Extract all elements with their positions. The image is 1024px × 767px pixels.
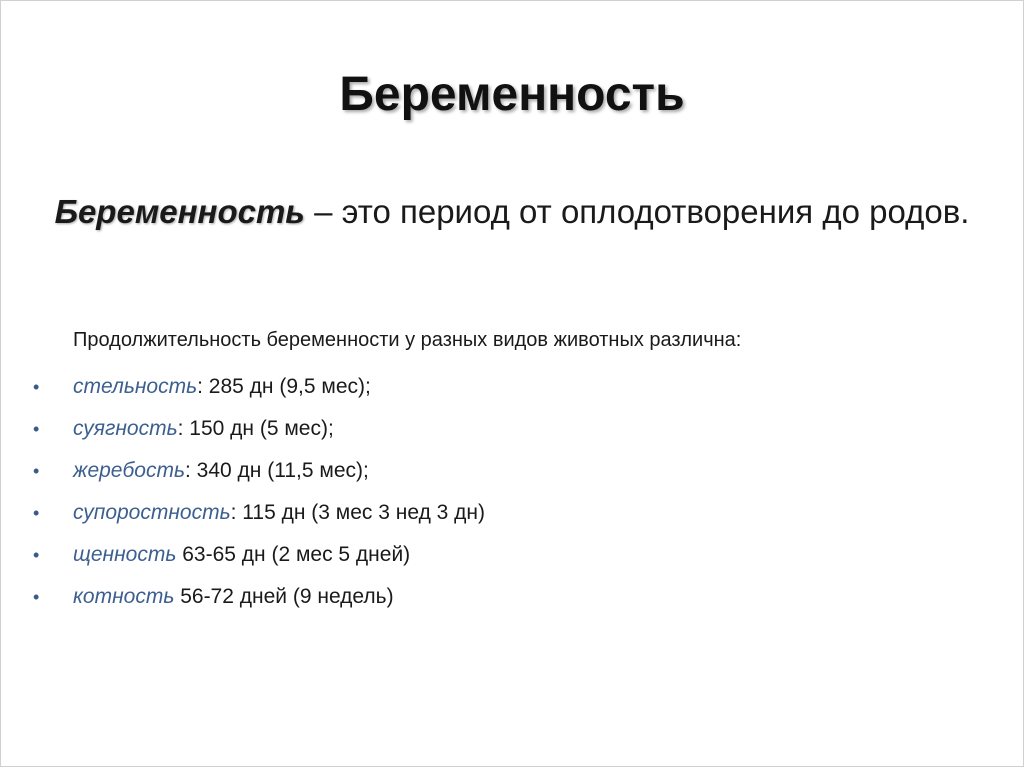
list-item-term: стельность: [73, 375, 198, 398]
list-item: [31, 451, 981, 493]
bullet-icon: •: [33, 587, 40, 607]
list-item-term: суягность: [73, 417, 178, 440]
definition: [41, 187, 983, 237]
list-item-detail: 63-65 дн (2 мес 5 дней): [176, 543, 411, 566]
bullet-icon: •: [33, 377, 40, 397]
slide-title: Беременность: [339, 68, 685, 121]
gestation-list: [31, 367, 981, 619]
list-item-detail: : 115 дн (3 мес 3 нед 3 дн): [230, 501, 486, 524]
list-item: [31, 493, 981, 535]
definition-term: Беременность: [54, 193, 305, 230]
bullet-icon: •: [33, 503, 40, 523]
list-item: [31, 535, 981, 577]
list-item-detail: : 285 дн (9,5 мес);: [197, 375, 371, 398]
list-item: [31, 367, 981, 409]
bullet-icon: •: [33, 419, 40, 439]
list-item: [31, 577, 981, 619]
list-item-term: жеребость: [73, 459, 186, 482]
list-item-detail: : 150 дн (5 мес);: [177, 417, 334, 440]
list-item-term: котность: [73, 585, 175, 608]
bullet-icon: •: [33, 545, 40, 565]
list-item-term: щенность: [73, 543, 177, 566]
list-item: [31, 409, 981, 451]
definition-text: – это период от оплодотворения до родов.: [304, 193, 970, 230]
list-item-term: супоростность: [73, 501, 231, 524]
list-item-detail: : 340 дн (11,5 мес);: [185, 459, 369, 482]
bullet-icon: •: [33, 461, 40, 481]
intro-text: Продолжительность беременности у разных видов животных различна:: [73, 329, 742, 351]
list-item-detail: 56-72 дней (9 недель): [174, 585, 394, 608]
